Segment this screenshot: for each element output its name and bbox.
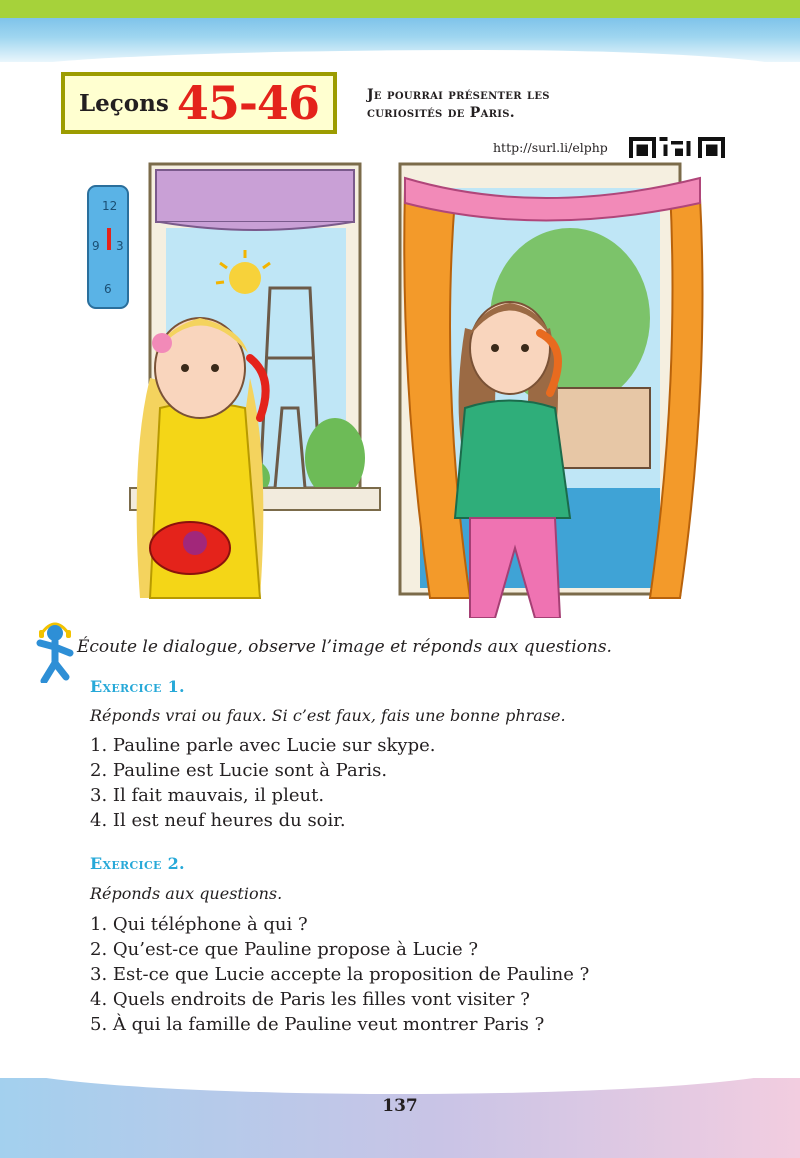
svg-text:6: 6 [104,282,112,296]
list-item: 2. Pauline est Lucie sont à Paris. [90,760,388,781]
svg-text:3: 3 [116,239,124,253]
lesson-word: Leçons [79,89,169,117]
list-item: 3. Est-ce que Lucie accepte la proposition de Pauline ? [90,964,590,985]
exercise1-title: Exercice 1. [90,677,185,696]
list-item: 1. Pauline parle avec Lucie sur skype. [90,735,436,756]
listening-icon [36,615,74,683]
list-item: 1. Qui téléphone à qui ? [90,914,308,935]
list-item: 3. Il fait mauvais, il pleut. [90,785,325,806]
lesson-url[interactable]: http://surl.li/elphp [493,140,608,155]
page-number: 137 [382,1096,418,1116]
list-item: 4. Il est neuf heures du soir. [90,810,346,831]
exercise2-list [90,912,589,1037]
exercise2-title: Exercice 2. [90,854,185,873]
wall-clock-icon [88,186,128,308]
bottom-band [0,1078,800,1158]
exercise1-subtitle: Réponds vrai ou faux. Si c’est faux, fais une bonne phrase. [90,706,566,725]
lesson-illustration [70,158,730,618]
exercise2-subtitle: Réponds aux questions. [90,884,283,903]
svg-text:12: 12 [102,199,118,213]
lesson-objective: Je pourrai présenter les curiosités de Paris. [367,87,550,121]
list-item: 5. À qui la famille de Pauline veut montrer Paris ? [90,1014,545,1035]
top-banner [0,0,800,62]
svg-text:9: 9 [92,239,100,253]
lesson-number: 45-46 [176,76,319,130]
exercise1-list [90,733,435,833]
list-item: 4. Quels endroits de Paris les filles vont visiter ? [90,989,530,1010]
listening-instruction: Écoute le dialogue, observe l’image et réponds aux questions. [77,637,612,657]
list-item: 2. Qu’est-ce que Pauline propose à Lucie ? [90,939,479,960]
lesson-box [61,72,337,134]
